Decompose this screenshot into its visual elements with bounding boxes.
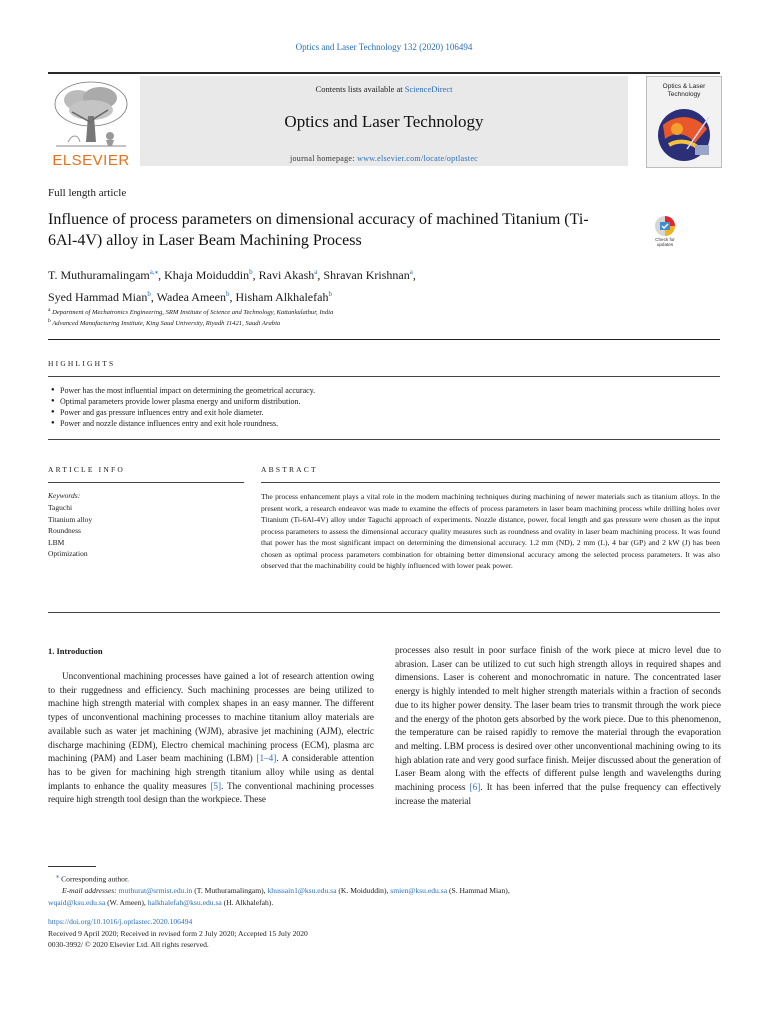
- highlight-item: ● Optimal parameters provide lower plasma energy and uniform distribution.: [48, 396, 720, 407]
- elsevier-wordmark: ELSEVIER: [52, 152, 130, 169]
- homepage-link[interactable]: www.elsevier.com/locate/optlastec: [357, 154, 479, 163]
- keyword: Titanium alloy: [48, 514, 93, 524]
- highlight-item: ● Power and nozzle distance influences entry and exit hole roundness.: [48, 418, 720, 429]
- keyword: Optimization: [48, 549, 88, 558]
- footnotes: [48, 871, 728, 908]
- contents-prefix: Contents lists available at: [315, 84, 405, 94]
- article-title: Influence of process parameters on dimensional accuracy of machined Titanium (Ti-6Al-4V) alloy in Laser Beam Machining Process: [48, 211, 589, 249]
- author-list: T. Muthuramalingam$^{a,⁎}$, Khaja Moiduddin$^b$, Ravi Akash$^a$, Shravan Krishnan$^a$, Syed Hammad Mian$^b$, Wadea Ameen$^b$, Hisham Alkhalefah$^b$: [48, 268, 416, 304]
- keyword: Taguchi: [48, 503, 73, 512]
- abstract-rule: [261, 482, 720, 483]
- journal-cover[interactable]: [646, 76, 722, 168]
- sciencedirect-link[interactable]: ScienceDirect: [404, 84, 453, 94]
- affiliation-a: $^a$ Department of Mechatronics Engineering, SRM Institute of Science and Technology, Kattankulathur, India: [48, 307, 334, 317]
- received-dates: Received 9 April 2020; Received in revised form 2 July 2020; Accepted 15 July 2020: [48, 928, 308, 938]
- citation-link[interactable]: [1–4]: [256, 753, 277, 764]
- homepage-prefix: journal homepage:: [289, 154, 358, 163]
- copyright: 0030-3992/ © 2020 Elsevier Ltd. All rights reserved.: [48, 940, 209, 949]
- cover-title: Optics & Laser Technology: [662, 83, 706, 98]
- body-column-left: [48, 670, 374, 807]
- author[interactable]: Hisham Alkhalefah$^b$: [235, 290, 332, 304]
- author[interactable]: Ravi Akash$^a$: [258, 268, 318, 282]
- author[interactable]: Shravan Krishnan$^a$: [323, 268, 413, 282]
- crossmark-label: Check for updates: [655, 237, 675, 247]
- affiliation-b: $^b$ Advanced Manufacturing Institute, King Saud University, Riyadh 11421, Saudi Arabia: [48, 318, 281, 328]
- email-link[interactable]: wqaid@ksu.edu.sa: [48, 897, 106, 907]
- citation-link[interactable]: [6]: [469, 782, 481, 793]
- highlight-item: ● Power and gas pressure influences entry and exit hole diameter.: [48, 407, 720, 418]
- abstract-heading: ABSTRACT: [261, 465, 318, 474]
- section-divider: [48, 339, 720, 340]
- email-link[interactable]: muthurat@srmist.edu.in: [118, 886, 193, 896]
- email-link[interactable]: halkhalefah@ksu.edu.sa: [147, 897, 222, 907]
- email-addresses: E-mail addresses: muthurat@srmist.edu.in (T. Muthuramalingam), khussain1@ksu.edu.sa (K. Moiduddin), smien@ksu.edu.sa (S. Hammad Mian), wqaid@ksu.edu.sa (W. Ameen), halkhalefah@ksu.edu.sa (H. Alkhalefah).: [48, 886, 510, 907]
- citation-link[interactable]: [5]: [210, 780, 222, 791]
- paragraph: Unconventional machining processes have gained a lot of research attention owing to their ruggedness and efficiency. Such machining processes are being utilized to machine high strength material with complex shapes in an easy manner. The different types of unconventional machining processes to machine titanium alloy materials are available such as water jet machining (WJM), abrasive jet machining (AJM), electric discharge machining (EDM), Electro chemical machining process (ECM), plasma arc machining (PAM) and Laser beam machining (LBM) [1–4]. A considerable attention has to be given for machining high strength titanium alloy while using as dental implants to enhance the quality measures [5]. The conventional machining processes require high strength tool design than the workpiece. These: [48, 671, 374, 805]
- publication-info: [48, 916, 728, 951]
- doi-link[interactable]: https://doi.org/10.1016/j.optlastec.2020.106494: [48, 917, 193, 926]
- keyword: LBM: [48, 537, 65, 547]
- keyword: Roundness: [48, 526, 81, 535]
- tree-logo-icon: [48, 76, 134, 154]
- paragraph: processes also result in poor surface finish of the work piece at micro level due to abrasion. Laser can be utilized to cut such high strength alloys in required shapes and dimensions. Laser is coherent and monochromatic in nature. The concentrated laser energy is highly intended to melt higher strength materials within a fraction of seconds due to its higher power density. The laser beam tries to transmit through the work piece and the energy of the photon gets absorbed by the work piece. Due to this phenomenon, the temperature can be raised rapidly to remove the material through the evaporation and melting. LBM process is desired over other unconventional machining owing to its high ablation rate and very good surface finish. Meijer discussed about the generation of Laser Beam along with the effects of different pulse length and wavelengths during machining process [6]. It has been inferred that the pulse frequency can effectively increase the material: [395, 645, 721, 806]
- email-link[interactable]: khussain1@ksu.edu.sa: [267, 886, 337, 896]
- masthead-center-panel: [140, 76, 628, 166]
- footnote-rule: [48, 866, 96, 867]
- journal-reference[interactable]: Optics and Laser Technology 132 (2020) 106494: [295, 42, 473, 52]
- email-link[interactable]: smien@ksu.edu.sa: [390, 886, 448, 896]
- author[interactable]: Syed Hammad Mian$^b$: [48, 290, 151, 304]
- author[interactable]: Wadea Ameen$^b$: [156, 290, 230, 304]
- abstract-text: The process enhancement plays a vital role in the modern machining techniques during machining of newer materials such as titanium alloys. In the present work, a research endeavor was made to examine the effects of process parameters in laser beam machining process while drilling holes over Titanium (Ti-6Al-4V) alloy under Taguchi approach of experiments. Nozzle distance, power, focal length and gas pressure were chosen as the input process parameters to assess the dimensional accuracy quality measures such as roundness and ovality in laser beam machining process. It was found that power has the most significant impact on determining the dimensional accuracy. 1.2 mm (ND), 2 mm (L), 4 bar (GP) and 2 kW (J) has been chosen as optimal process parameters combination for obtaining better dimensional accuracy among the selected process parameters. It was also observed that the machinability could be highly influenced with lower peak power.: [261, 492, 720, 570]
- keywords-list: [48, 502, 92, 560]
- check-for-updates-badge[interactable]: [648, 214, 682, 252]
- author[interactable]: T. Muthuramalingam$^{a,⁎}$: [48, 268, 159, 282]
- article-type: Full length article: [48, 187, 127, 199]
- highlights-list: [48, 385, 720, 429]
- highlights-heading: HIGHLIGHTS: [48, 359, 116, 368]
- contents-line: [140, 84, 628, 94]
- corresponding-note: ⁎ Corresponding author.: [56, 873, 129, 884]
- highlight-item: ● Power has the most influential impact on determining the geometrical accuracy.: [48, 385, 720, 396]
- body-column-right: [395, 644, 721, 808]
- keywords-label: Keywords:: [48, 491, 81, 500]
- article-info-rule: [48, 482, 244, 483]
- article-info-heading: ARTICLE INFO: [48, 465, 125, 474]
- cover-art-icon: [647, 99, 721, 167]
- masthead: [48, 72, 720, 168]
- highlights-bottom-rule: [48, 439, 720, 440]
- crossmark-icon: [648, 214, 682, 238]
- journal-homepage: [140, 154, 628, 163]
- abstract-bottom-rule: [48, 612, 720, 613]
- journal-title: Optics and Laser Technology: [284, 112, 484, 131]
- introduction-heading: 1. Introduction: [48, 646, 103, 656]
- author[interactable]: Khaja Moiduddin$^b$: [164, 268, 253, 282]
- highlights-top-rule: [48, 376, 720, 377]
